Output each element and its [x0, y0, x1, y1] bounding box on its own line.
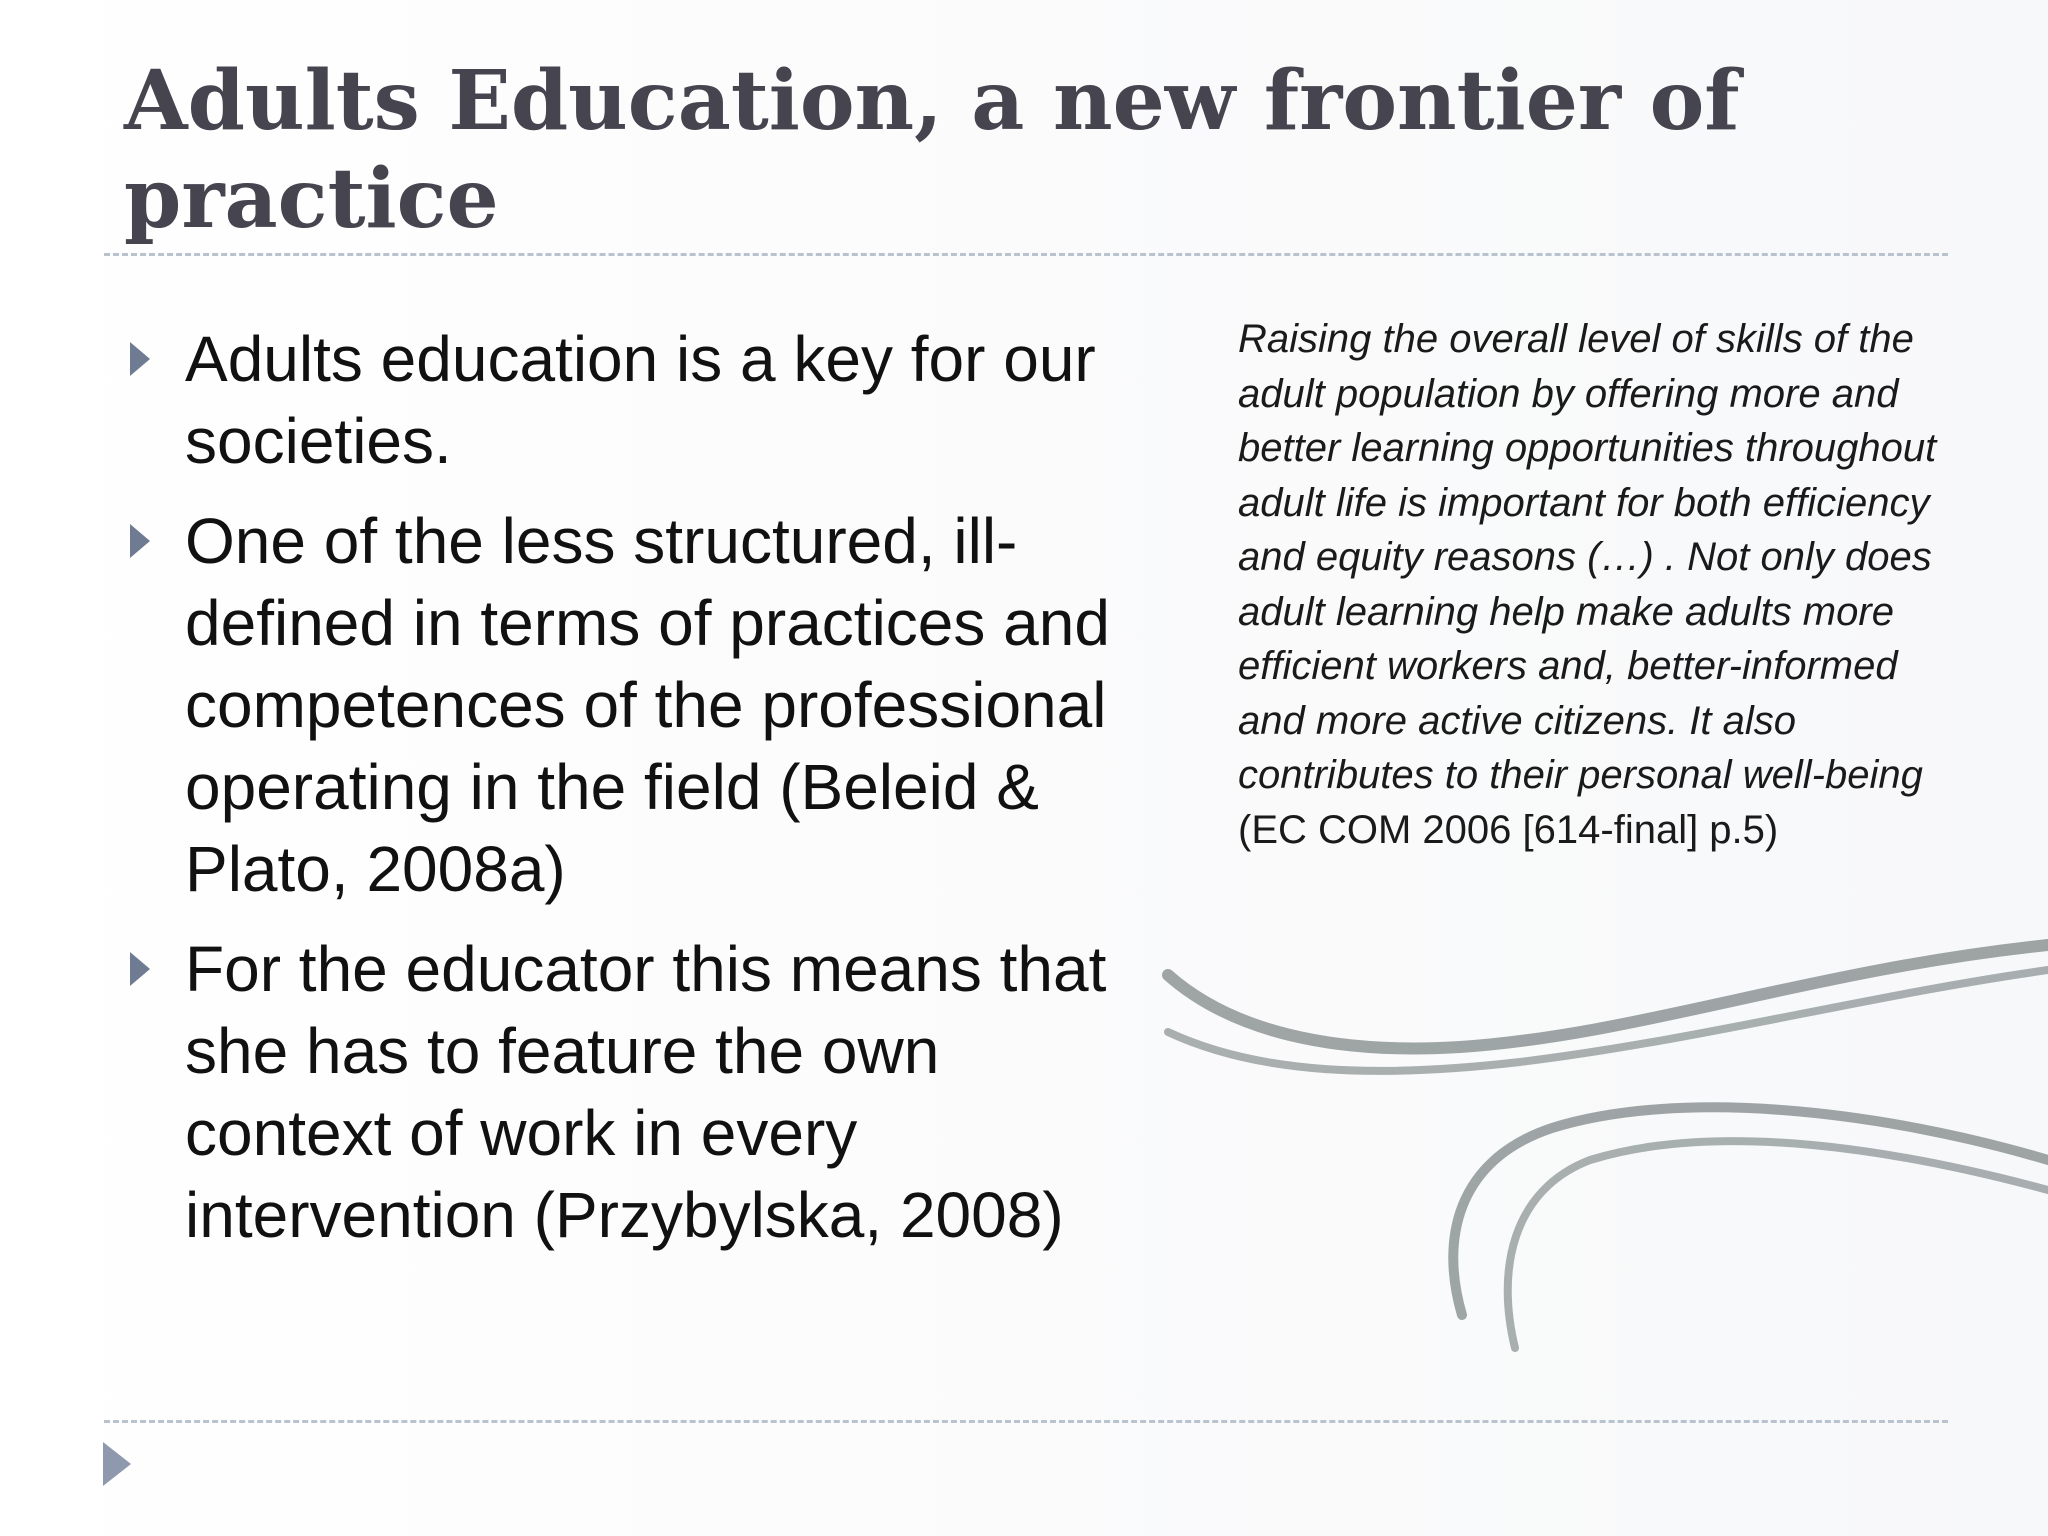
list-item — [118, 318, 1148, 482]
bullet-text: Adults education is a key for our societies. — [185, 323, 1096, 477]
slide-title: Adults Education, a new frontier of practice — [124, 53, 1740, 247]
bullet-text: For the educator this means that she has to feature the own context of work in every intervention (Przybylska, 2008) — [185, 933, 1107, 1251]
bottom-divider — [104, 1420, 1948, 1423]
triangle-right-icon — [130, 524, 150, 558]
bullet-text: One of the less structured, ill-defined in terms of practices and competences of the professional operating in the field (Beleid & Plato, 2008a) — [185, 505, 1110, 905]
list-item — [118, 500, 1148, 910]
top-divider — [104, 253, 1948, 256]
bullet-list — [118, 318, 1148, 1274]
quote-citation: (EC COM 2006 [614-final] p.5) — [1238, 807, 1779, 852]
triangle-right-icon — [130, 952, 150, 986]
next-slide-arrow-icon[interactable] — [103, 1442, 131, 1486]
quote-text: Raising the overall level of skills of the adult population by offering more and better learning opportunities throughout adult life is important for both efficiency and equity reasons (…) . Not only does adult learning help make adults more efficient workers and, better-informed and more active citizens. It also contributes to their personal well-being — [1238, 317, 1937, 797]
quote-block — [1238, 312, 1958, 857]
triangle-right-icon — [130, 342, 150, 376]
list-item — [118, 928, 1148, 1256]
